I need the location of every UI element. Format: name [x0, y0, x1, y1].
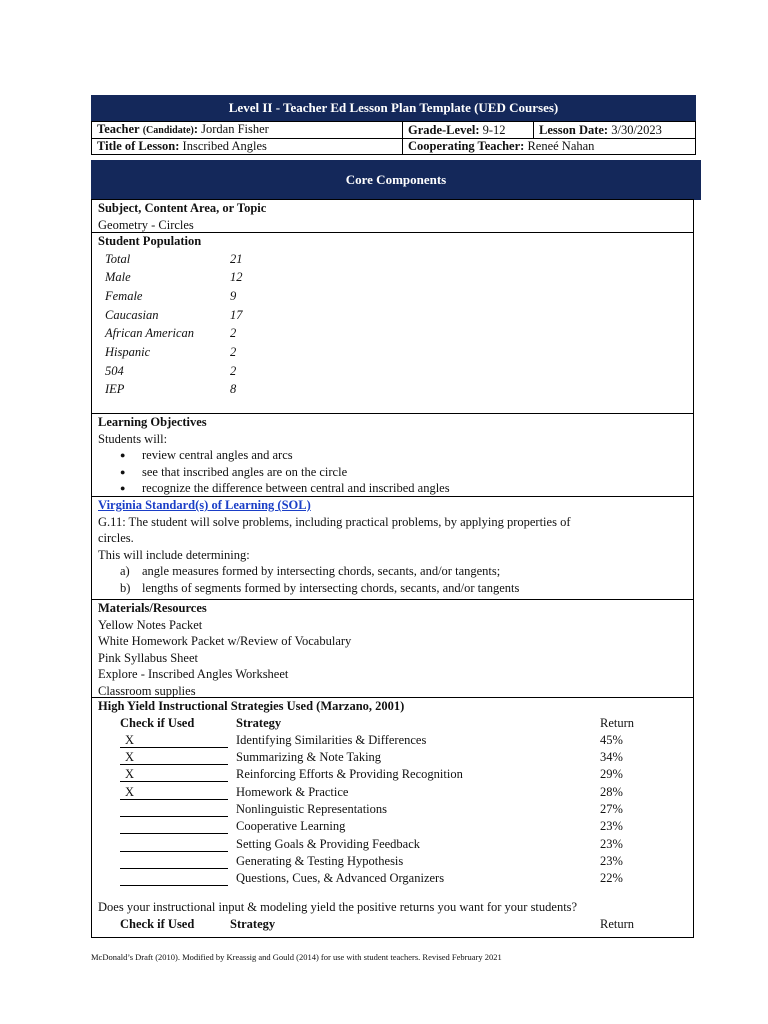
population-heading: Student Population	[98, 234, 202, 248]
strategy-return: 22%	[600, 871, 623, 886]
strategies-heading: High Yield Instructional Strategies Used (Marzano, 2001)	[98, 699, 405, 713]
check-blank[interactable]: X	[120, 766, 228, 782]
strategy-return: 45%	[600, 732, 623, 747]
population-row	[98, 343, 687, 362]
core-components-banner: Core Components	[91, 160, 701, 200]
grade-label: Grade-Level:	[408, 122, 480, 137]
col-return-header: Return	[600, 715, 635, 730]
population-row	[98, 306, 687, 325]
info-table	[91, 121, 696, 155]
strategies-section	[91, 697, 694, 938]
date-label: Lesson Date:	[539, 122, 609, 137]
strategy-name: Cooperative Learning	[236, 819, 346, 834]
teacher-name: Jordan Fisher	[201, 122, 269, 136]
lesson-title-cell	[92, 139, 403, 155]
teacher-cell: Teacher (Candidate): Jordan Fisher	[92, 122, 403, 139]
check-blank[interactable]: X	[120, 732, 228, 748]
strategy-name: Homework & Practice	[236, 784, 349, 799]
objectives-section	[91, 413, 694, 497]
sol-text-cont: circles.	[98, 531, 134, 545]
sol-item-text: lengths of segments formed by intersecting chords, secants, and/or tangents	[142, 580, 520, 595]
strategy-name: Nonlinguistic Representations	[236, 801, 388, 816]
grade-cell	[403, 122, 534, 139]
date-cell	[534, 122, 696, 139]
population-count: 17	[230, 307, 243, 322]
material-item: Yellow Notes Packet	[98, 617, 203, 632]
sol-link[interactable]: Virginia Standard(s) of Learning (SOL)	[98, 498, 311, 512]
strategies-table	[98, 715, 687, 888]
check-blank[interactable]	[120, 818, 228, 834]
strategy-return: 23%	[600, 836, 623, 851]
population-category: Female	[105, 288, 143, 303]
population-row	[98, 362, 687, 381]
population-count: 2	[230, 363, 237, 378]
template-title: Level II - Teacher Ed Lesson Plan Template (UED Courses)	[91, 95, 696, 121]
col-strategy-header: Strategy	[236, 715, 282, 730]
population-category: 504	[105, 363, 124, 378]
strategy-name: Generating & Testing Hypothesis	[236, 853, 404, 868]
check-blank[interactable]: X	[120, 784, 228, 800]
population-row	[98, 268, 687, 287]
subject-heading: Subject, Content Area, or Topic	[98, 201, 267, 215]
population-count: 9	[230, 288, 237, 303]
population-section	[91, 232, 694, 414]
strategy-name: Setting Goals & Providing Feedback	[236, 836, 421, 851]
strategy-return: 27%	[600, 801, 623, 816]
population-row	[98, 287, 687, 306]
sol-section	[91, 496, 694, 600]
sol-item	[120, 580, 687, 597]
col-check-header: Check if Used	[120, 715, 195, 730]
check-blank[interactable]	[120, 870, 228, 886]
check-blank[interactable]: X	[120, 749, 228, 765]
sol-list	[98, 563, 687, 596]
objective-item: ● recognize the difference between central and inscribed angles	[120, 480, 687, 497]
strategy-return: 34%	[600, 750, 623, 765]
objectives-list	[98, 447, 687, 497]
strategy-name: Identifying Similarities & Differences	[236, 732, 427, 747]
col-strategy-header-2: Strategy	[230, 916, 276, 931]
population-category: Male	[105, 270, 131, 285]
strategy-return: 23%	[600, 853, 623, 868]
strategy-name: Summarizing & Note Taking	[236, 750, 382, 765]
population-category: IEP	[105, 382, 125, 397]
teacher-label: Teacher	[97, 122, 140, 136]
coop-label: Cooperating Teacher:	[408, 139, 525, 153]
coop-teacher-name: Reneé Nahan	[527, 139, 595, 153]
population-count: 12	[230, 270, 243, 285]
sol-intro: This will include determining:	[98, 547, 250, 562]
lesson-plan-header	[91, 95, 696, 155]
population-row	[98, 324, 687, 343]
population-category: Total	[105, 251, 131, 266]
population-count: 8	[230, 382, 237, 397]
materials-heading: Materials/Resources	[98, 601, 207, 615]
population-category: African American	[105, 326, 194, 341]
sol-item-text: angle measures formed by intersecting chords, secants, and/or tangents;	[142, 564, 501, 578]
objective-item: ● see that inscribed angles are on the circle	[120, 464, 687, 481]
subject-value: Geometry - Circles	[98, 217, 194, 232]
objectives-heading: Learning Objectives	[98, 415, 207, 429]
subject-section	[91, 199, 694, 233]
material-item: White Homework Packet w/Review of Vocabulary	[98, 634, 352, 648]
sol-item-marker: b)	[120, 580, 131, 595]
population-count: 21	[230, 251, 243, 266]
strategy-return: 29%	[600, 767, 623, 782]
col-return-header-2: Return	[600, 916, 635, 931]
population-count: 2	[230, 326, 237, 341]
population-category: Caucasian	[105, 307, 159, 322]
footer-note: McDonald’s Draft (2010). Modified by Kreassig and Gould (2014) for use with student teachers. Revised February 2021	[91, 952, 502, 962]
sol-item	[120, 563, 687, 580]
coop-teacher-cell	[403, 139, 696, 155]
population-row	[98, 250, 687, 269]
materials-section	[91, 599, 694, 698]
lesson-label: Title of Lesson:	[97, 139, 180, 153]
date-value: 3/30/2023	[611, 122, 662, 137]
material-item: Classroom supplies	[98, 683, 196, 698]
sol-text: G.11: The student will solve problems, including practical problems, by applying properties of	[98, 514, 571, 529]
lesson-title: Inscribed Angles	[182, 139, 267, 153]
objectives-intro: Students will:	[98, 431, 168, 446]
grade-value: 9-12	[482, 122, 506, 137]
check-blank[interactable]	[120, 853, 228, 869]
strategies-table-2	[98, 916, 687, 933]
population-row	[98, 380, 687, 399]
check-blank[interactable]	[120, 801, 228, 817]
objective-item: ● review central angles and arcs	[120, 447, 687, 464]
population-category: Hispanic	[105, 345, 151, 360]
check-blank[interactable]	[120, 836, 228, 852]
materials-list	[98, 617, 687, 700]
strategy-return: 28%	[600, 784, 623, 799]
col-check-header-2: Check if Used	[120, 916, 195, 931]
sol-item-marker: a)	[120, 564, 130, 578]
strategies-question: Does your instructional input & modeling yield the positive returns you want for your students?	[98, 900, 578, 915]
strategy-return: 23%	[600, 819, 623, 834]
strategy-name: Questions, Cues, & Advanced Organizers	[236, 871, 445, 886]
material-item: Explore - Inscribed Angles Worksheet	[98, 667, 289, 681]
material-item: Pink Syllabus Sheet	[98, 650, 199, 665]
population-count: 2	[230, 345, 237, 360]
teacher-qualifier: (Candidate)	[142, 125, 194, 136]
strategy-name: Reinforcing Efforts & Providing Recognition	[236, 767, 463, 782]
